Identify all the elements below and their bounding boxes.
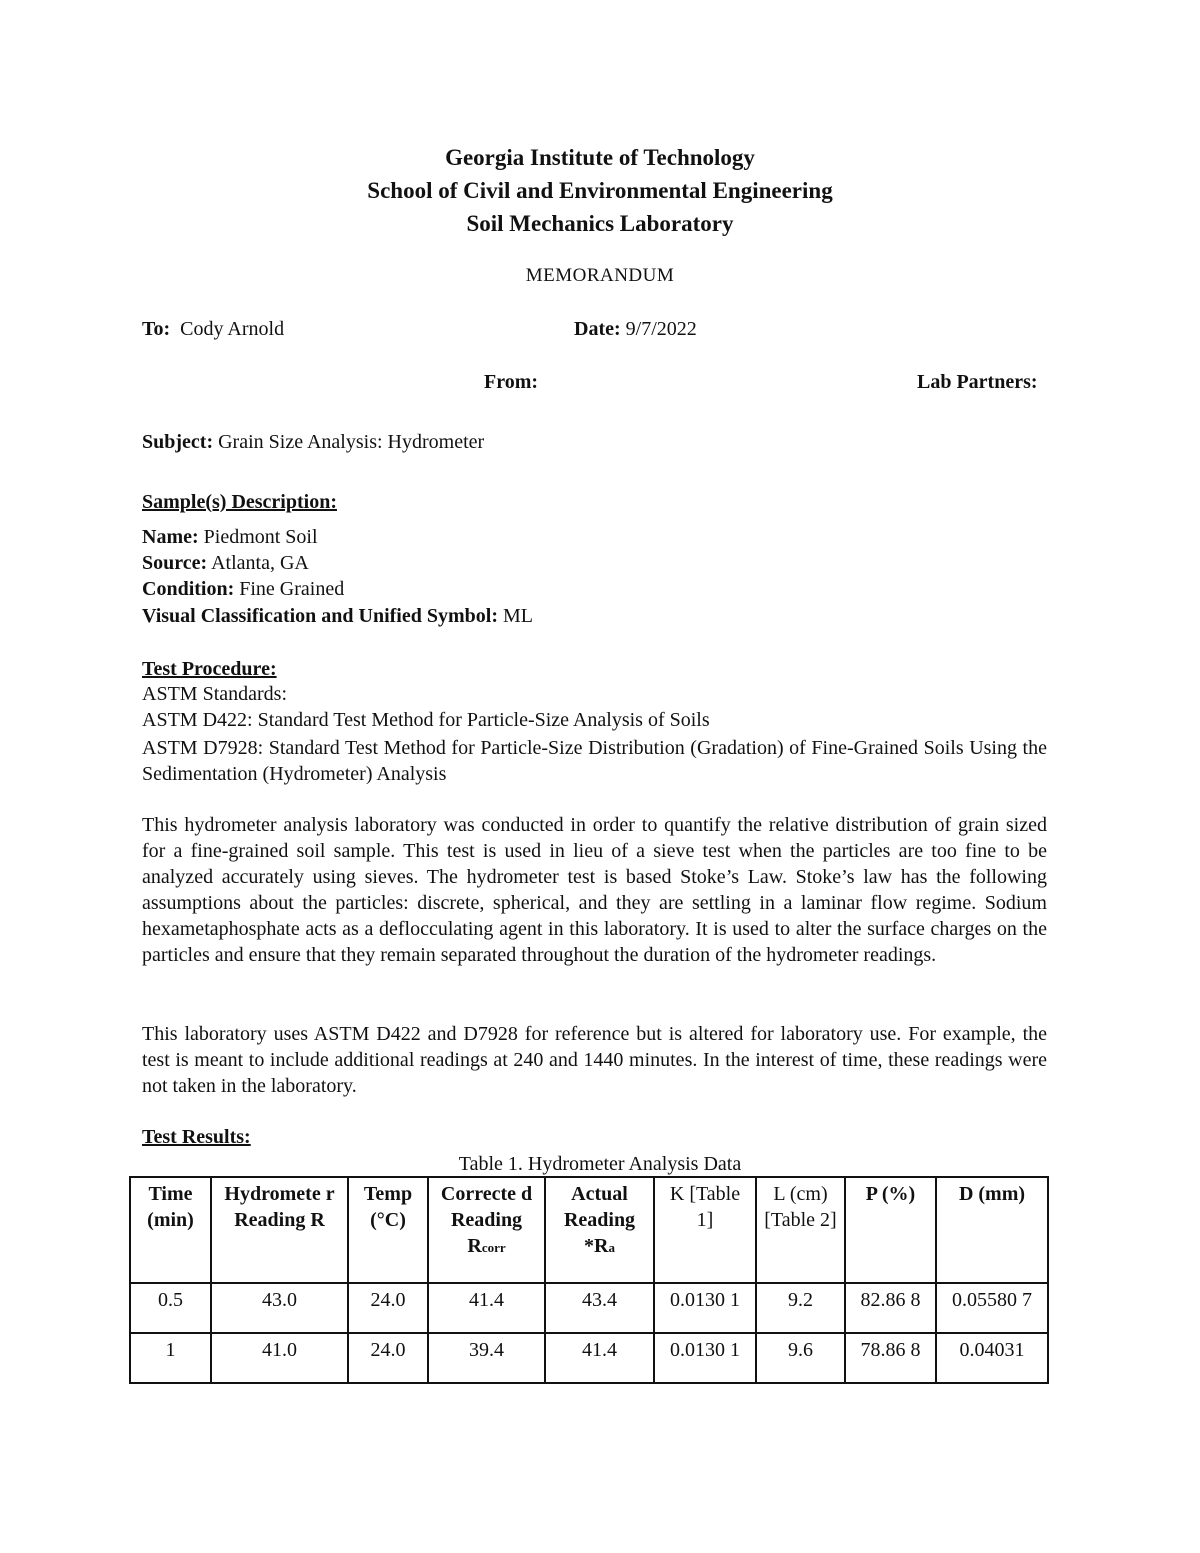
from-label: From: [484, 371, 539, 393]
cell-d: 0.04031 [936, 1333, 1048, 1383]
sample-classification-value: ML [503, 605, 533, 627]
sample-classification-line [142, 605, 533, 628]
subject-line [142, 431, 484, 454]
cell-r: 43.0 [211, 1283, 348, 1333]
cell-k: 0.0130 1 [654, 1333, 756, 1383]
col-time: Time (min) [130, 1177, 211, 1283]
memorandum-label: MEMORANDUM [525, 265, 675, 286]
col-temp: Temp (°C) [348, 1177, 428, 1283]
sample-source-label: Source: [142, 552, 208, 574]
col-d: D (mm) [936, 1177, 1048, 1283]
procedure-heading: Test Procedure: [142, 658, 277, 680]
cell-ra: 41.4 [545, 1333, 654, 1383]
standards-label: ASTM Standards: [142, 683, 287, 705]
col-actual-sub: a [608, 1240, 615, 1255]
cell-d: 0.05580 7 [936, 1283, 1048, 1333]
col-corrected-reading [428, 1177, 545, 1283]
table-caption: Table 1. Hydrometer Analysis Data [458, 1153, 742, 1175]
procedure-paragraph-2 [142, 1021, 1047, 1099]
cell-l: 9.2 [756, 1283, 845, 1333]
col-corrected-main: Correcte d Reading R [440, 1183, 533, 1257]
cell-temp: 24.0 [348, 1283, 428, 1333]
col-actual-reading [545, 1177, 654, 1283]
date-line [574, 318, 697, 341]
cell-p: 82.86 8 [845, 1283, 936, 1333]
date-value: 9/7/2022 [625, 318, 697, 340]
standard-d422: ASTM D422: Standard Test Method for Particle-Size Analysis of Soils [142, 709, 710, 731]
col-hydrometer-reading: Hydromete r Reading R [211, 1177, 348, 1283]
lab-title: Soil Mechanics Laboratory [466, 211, 734, 236]
col-corrected-sub: corr [481, 1240, 506, 1255]
sample-source-value: Atlanta, GA [211, 552, 309, 574]
sample-source-line [142, 552, 309, 575]
results-heading: Test Results: [142, 1126, 251, 1148]
institution-title: Georgia Institute of Technology [445, 145, 755, 170]
subject-label: Subject: [142, 431, 214, 453]
sample-classification-label: Visual Classification and Unified Symbol: [142, 605, 498, 627]
sample-name-value: Piedmont Soil [203, 526, 318, 548]
to-line [142, 318, 284, 341]
sample-condition-label: Condition: [142, 578, 235, 600]
col-actual-main: Actual Reading *R [563, 1183, 636, 1257]
procedure-paragraph-2-text: This laboratory uses ASTM D422 and D7928 for reference but is altered for laboratory use. For example, the test is meant to include additional readings at 240 and 1440 minutes. In the interest of time, these readings were not taken in the laboratory. [142, 1023, 1047, 1097]
cell-rcorr: 39.4 [428, 1333, 545, 1383]
table-row [130, 1333, 1048, 1383]
date-label: Date: [574, 318, 621, 340]
cell-temp: 24.0 [348, 1333, 428, 1383]
standard-d7928 [142, 735, 1047, 787]
procedure-paragraph-1-text: This hydrometer analysis laboratory was conducted in order to quantify the relative distribution of grain sized for a fine-grained soil sample. This test is used in lieu of a sieve test when the particles are too fine to be analyzed accurately using sieves. The hydrometer test is based Stoke’s Law. Stoke’s law has the following assumptions about the particles: discrete, spherical, and they are settling in a laminar flow regime. Sodium hexametaphosphate acts as a deflocculating agent in this laboratory. It is used to alter the surface charges on the particles and ensure that they remain separated throughout the duration of the hydrometer readings. [142, 814, 1047, 966]
sample-condition-line [142, 578, 344, 601]
sample-condition-value: Fine Grained [239, 578, 345, 600]
school-title: School of Civil and Environmental Engineering [367, 178, 833, 203]
to-value: Cody Arnold [180, 318, 285, 340]
col-p: P (%) [845, 1177, 936, 1283]
cell-k: 0.0130 1 [654, 1283, 756, 1333]
standard-d7928-text: ASTM D7928: Standard Test Method for Particle-Size Distribution (Gradation) of Fine-Grained Soils Using the Sedimentation (Hydrometer) Analysis [142, 737, 1047, 785]
cell-time: 0.5 [130, 1283, 211, 1333]
subject-value: Grain Size Analysis: Hydrometer [218, 431, 485, 453]
sample-name-line [142, 526, 318, 549]
cell-ra: 43.4 [545, 1283, 654, 1333]
cell-rcorr: 41.4 [428, 1283, 545, 1333]
table-header-row [130, 1177, 1048, 1283]
col-l: L (cm) [Table 2] [756, 1177, 845, 1283]
procedure-paragraph-1 [142, 812, 1047, 968]
to-label: To: [142, 318, 171, 340]
sample-heading: Sample(s) Description: [142, 491, 337, 513]
cell-time: 1 [130, 1333, 211, 1383]
col-k: K [Table 1] [654, 1177, 756, 1283]
cell-l: 9.6 [756, 1333, 845, 1383]
cell-r: 41.0 [211, 1333, 348, 1383]
lab-partners-label: Lab Partners: [917, 371, 1038, 393]
sample-name-label: Name: [142, 526, 199, 548]
cell-p: 78.86 8 [845, 1333, 936, 1383]
table-row [130, 1283, 1048, 1333]
hydrometer-table [129, 1176, 1049, 1384]
